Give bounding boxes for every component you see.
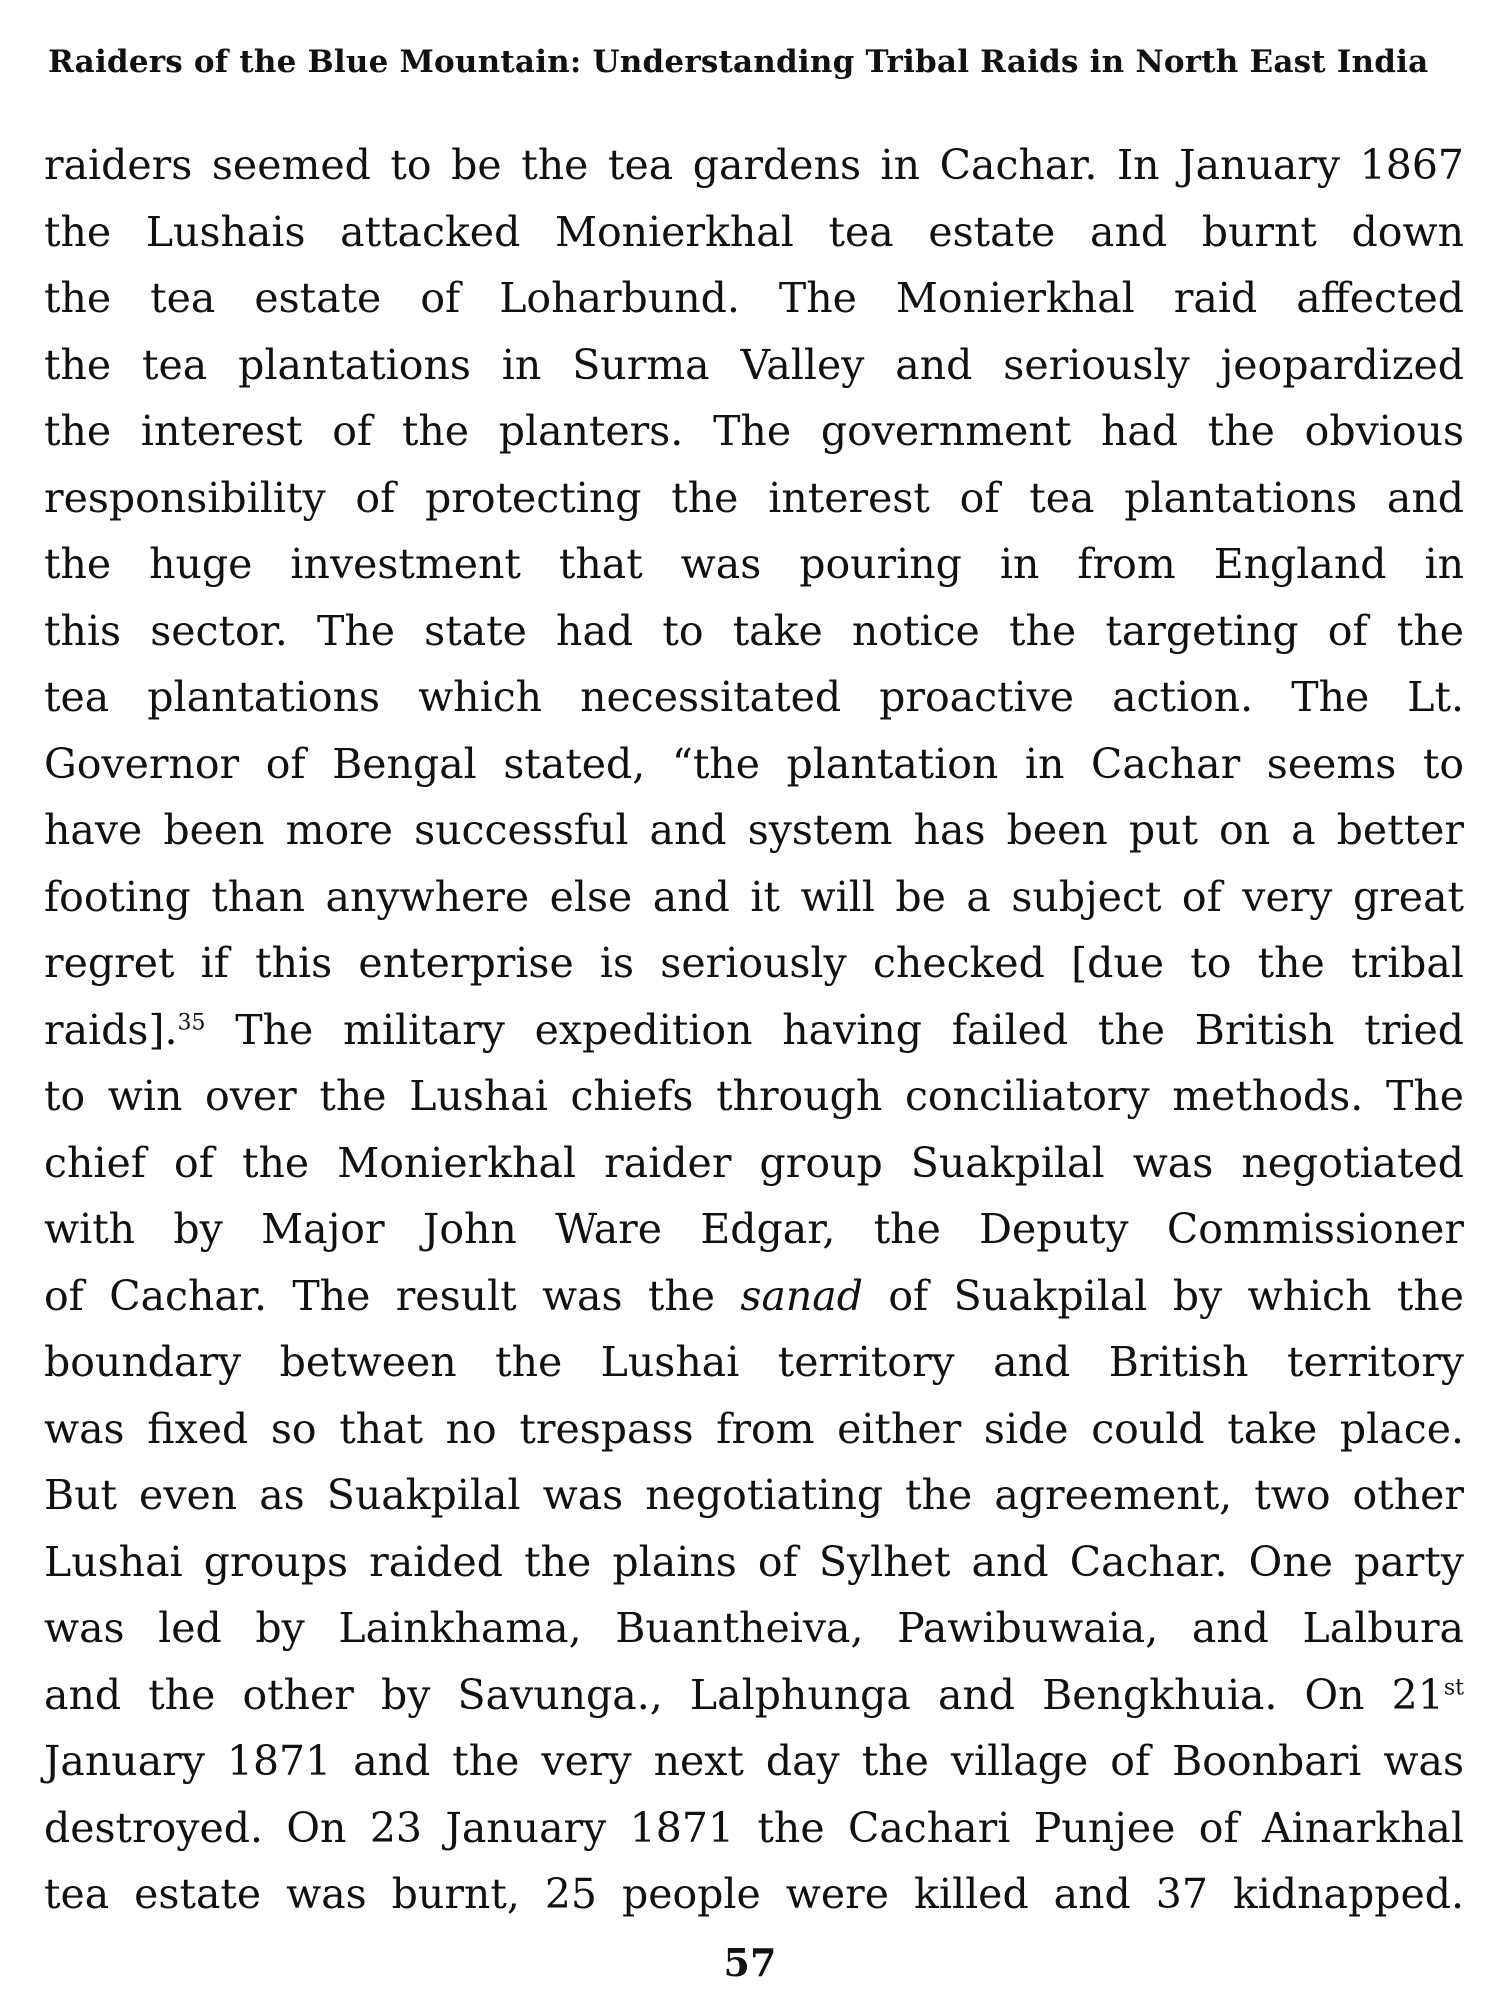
body-line: was led by Lainkhama, Buantheiva, Pawibuwaia, and Lalbura	[44, 1604, 1464, 1652]
body-line: tea estate was burnt, 25 people were killed and 37 kidnapped.	[44, 1870, 1464, 1918]
body-line: January 1871 and the very next day the village of Boonbari was	[44, 1737, 1464, 1785]
body-line-text: of Suakpilal by which the	[863, 1271, 1464, 1320]
italic-term: sanad	[740, 1271, 863, 1320]
body-line-with-italic	[44, 1263, 1464, 1330]
body-line: this sector. The state had to take notice the targeting of the	[44, 606, 1464, 655]
ordinal-suffix: st	[1443, 1674, 1464, 1700]
footnote-reference: 35	[177, 1009, 206, 1035]
body-line: Governor of Bengal stated, “the plantation in Cachar seems to	[44, 739, 1464, 788]
body-line: boundary between the Lushai territory and British territory	[44, 1338, 1464, 1386]
body-line: tea plantations which necessitated proactive action. The Lt.	[44, 673, 1464, 721]
body-line: the Lushais attacked Monierkhal tea estate and burnt down	[44, 207, 1464, 256]
body-line: responsibility of protecting the interest of tea plantations and	[44, 473, 1464, 522]
body-line: to win over the Lushai chiefs through conciliatory methods. The	[44, 1072, 1464, 1120]
body-line: have been more successful and system has been put on a better	[44, 806, 1464, 854]
body-line: the tea estate of Loharbund. The Monierkhal raid affected	[44, 274, 1464, 322]
body-line: regret if this enterprise is seriously checked [due to the tribal	[44, 939, 1464, 987]
body-line: But even as Suakpilal was negotiating the agreement, two other	[44, 1471, 1464, 1519]
body-line: Lushai groups raided the plains of Sylhet and Cachar. One party	[44, 1537, 1464, 1586]
body-line-with-ordinal	[44, 1662, 1464, 1729]
body-line: with by Major John Ware Edgar, the Deputy Commissioner	[44, 1205, 1464, 1253]
body-line-text: raids].	[44, 1005, 178, 1054]
body-line: chief of the Monierkhal raider group Suakpilal was negotiated	[44, 1138, 1464, 1187]
body-line: the huge investment that was pouring in from England in	[44, 540, 1464, 588]
body-text	[44, 132, 1464, 1928]
body-line-text: The military expedition having failed the British tried	[205, 1005, 1464, 1054]
body-line-text: of Cachar. The result was the	[44, 1271, 741, 1320]
page-number: 57	[723, 1940, 777, 1985]
body-line-with-footnote	[44, 997, 1464, 1064]
body-line-text: and the other by Savunga., Lalphunga and Bengkhuia. On 21	[44, 1670, 1444, 1719]
body-line: raiders seemed to be the tea gardens in Cachar. In January 1867	[44, 141, 1464, 189]
running-head: Raiders of the Blue Mountain: Understanding Tribal Raids in North East India	[48, 44, 1429, 80]
body-line: the interest of the planters. The government had the obvious	[44, 407, 1464, 455]
body-line: was fixed so that no trespass from either side could take place.	[44, 1404, 1464, 1453]
body-line: the tea plantations in Surma Valley and seriously jeopardized	[44, 340, 1464, 389]
body-line: footing than anywhere else and it will be a subject of very great	[44, 872, 1464, 921]
body-line: destroyed. On 23 January 1871 the Cachari Punjee of Ainarkhal	[44, 1803, 1464, 1852]
